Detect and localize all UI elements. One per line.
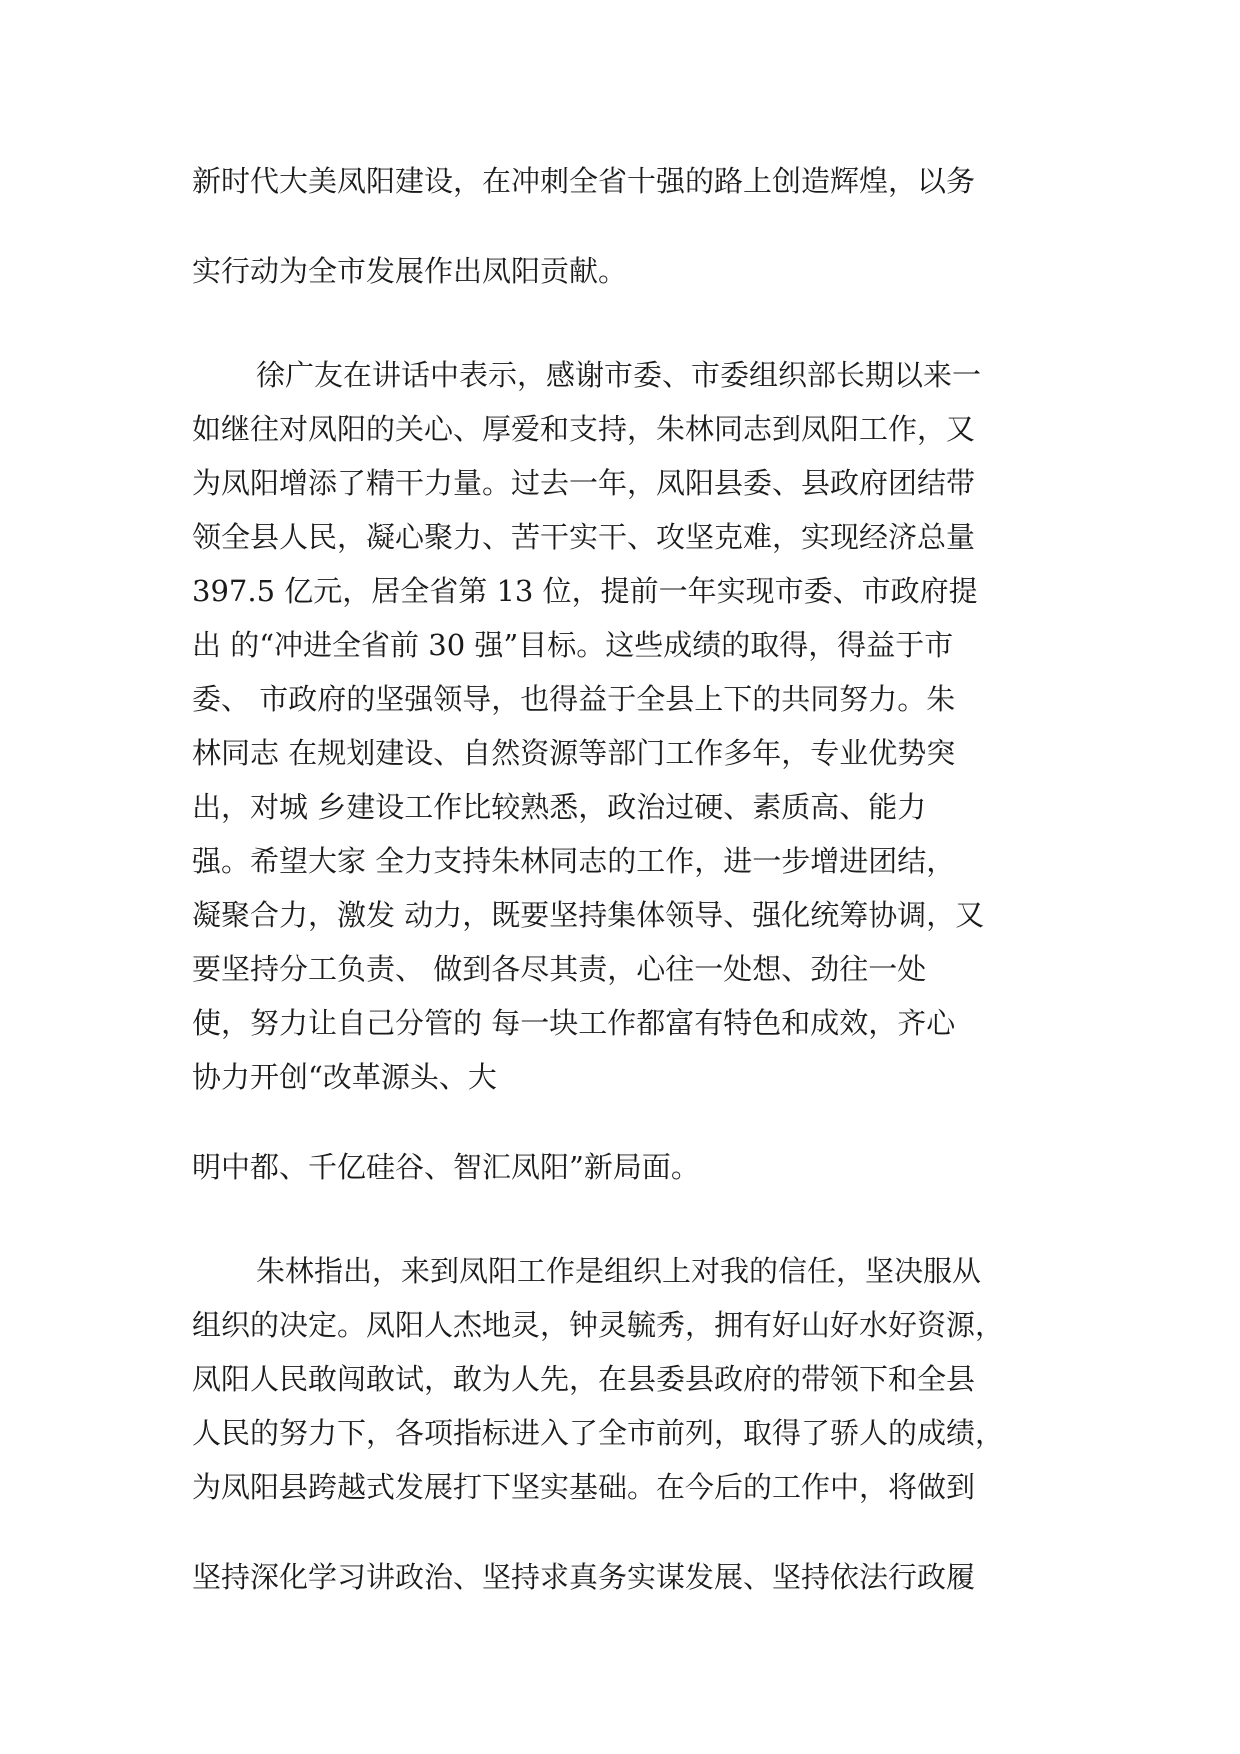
text-line: 强。希望大家 全力支持朱林同志的工作，进一步增进团结， (192, 844, 956, 878)
text-line: 坚持深化学习讲政治、坚持求真务实谋发展、坚持依法行政履 (192, 1560, 976, 1594)
text-line: 协力开创“改革源头、大 (192, 1060, 497, 1094)
text-line: 凤阳人民敢闯敢试，敢为人先，在县委县政府的带领下和全县 (192, 1362, 976, 1396)
text-line: 委、 市政府的坚强领导，也得益于全县上下的共同努力。朱 (192, 682, 956, 716)
text-line: 实行动为全市发展作出凤阳贡献。 (192, 254, 628, 288)
text-line: 林同志 在规划建设、自然资源等部门工作多年，专业优势突 (192, 736, 956, 770)
text-line: 要坚持分工负责、 做到各尽其责，心往一处想、劲往一处 (192, 952, 927, 986)
text-line: 人民的努力下，各项指标进入了全市前列，取得了骄人的成绩， (192, 1416, 1005, 1450)
text-line: 领全县人民，凝心聚力、苦干实干、攻坚克难，实现经济总量 (192, 520, 976, 554)
text-line: 出，对城 乡建设工作比较熟悉，政治过硬、素质高、能力 (192, 790, 927, 824)
text-line: 出 的“冲进全省前 30 强”目标。这些成绩的取得，得益于市 (192, 628, 954, 662)
text-line: 为凤阳县跨越式发展打下坚实基础。在今后的工作中，将做到 (192, 1470, 976, 1504)
paragraph-start: 朱林指出，来到凤阳工作是组织上对我的信任，坚决服从 (256, 1254, 982, 1288)
text-line: 组织的决定。凤阳人杰地灵，钟灵毓秀，拥有好山好水好资源， (192, 1308, 1005, 1342)
text-line: 使，努力让自己分管的 每一块工作都富有特色和成效，齐心 (192, 1006, 956, 1040)
paragraph-start: 徐广友在讲话中表示，感谢市委、市委组织部长期以来一 (256, 358, 982, 392)
text-line: 为凤阳增添了精干力量。过去一年，凤阳县委、县政府团结带 (192, 466, 976, 500)
text-line: 新时代大美凤阳建设，在冲刺全省十强的路上创造辉煌，以务 (192, 164, 976, 198)
text-line: 凝聚合力，激发 动力，既要坚持集体领导、强化统筹协调，又 (192, 898, 985, 932)
text-line: 397.5 亿元，居全省第 13 位，提前一年实现市委、市政府提 (192, 574, 978, 608)
text-line: 如继往对凤阳的关心、厚爱和支持，朱林同志到凤阳工作，又 (192, 412, 976, 446)
text-line: 明中都、千亿硅谷、智汇凤阳”新局面。 (192, 1150, 700, 1184)
